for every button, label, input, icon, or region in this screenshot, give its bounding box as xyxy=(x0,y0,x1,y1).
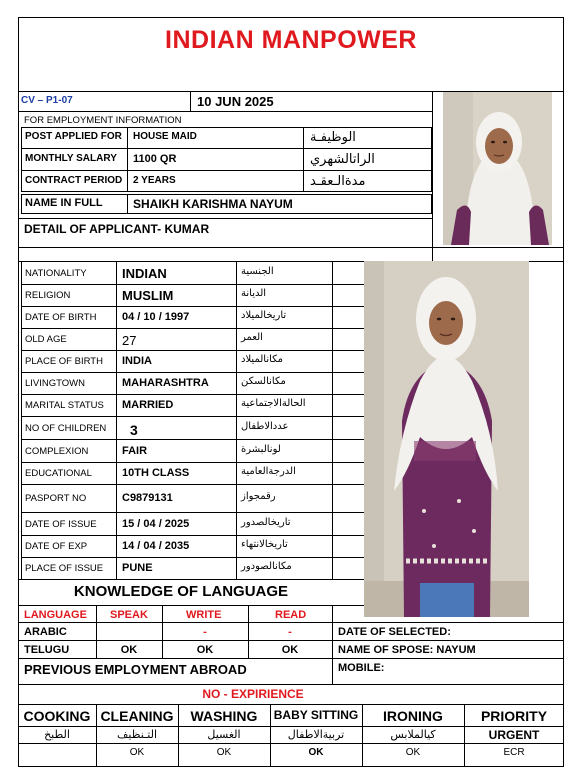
employment-info-label: FOR EMPLOYMENT INFORMATION xyxy=(24,115,182,126)
personal-arabic: الديانة xyxy=(241,288,267,299)
row-divider xyxy=(21,484,364,485)
divider xyxy=(18,247,564,248)
divider xyxy=(236,261,237,579)
priority-value: URGENT xyxy=(488,728,540,742)
personal-value: C9879131 xyxy=(122,492,173,504)
personal-label: PLACE OF BIRTH xyxy=(25,356,103,367)
personal-value: 10TH CLASS xyxy=(122,467,190,479)
personal-value: 14 / 04 / 2035 xyxy=(122,540,190,552)
personal-arabic: عددالاطفال xyxy=(241,421,289,432)
personal-arabic: تاريخالصدور xyxy=(241,517,291,528)
full-body-illustration xyxy=(364,261,529,617)
mobile: MOBILE: xyxy=(338,662,385,674)
skill-header: COOKING xyxy=(23,708,91,724)
row-divider xyxy=(21,416,364,417)
skill-value: OK xyxy=(405,747,421,758)
personal-label: LIVINGTOWN xyxy=(25,378,85,389)
date-of-selected: DATE OF SELECTED: xyxy=(338,626,451,638)
contract-label: CONTRACT PERIOD xyxy=(25,175,123,186)
personal-value: INDIA xyxy=(122,355,152,367)
divider xyxy=(127,127,128,192)
personal-label: DATE OF ISSUE xyxy=(25,519,97,530)
language-header-read: READ xyxy=(275,609,307,621)
skills-divider xyxy=(18,743,564,744)
contract-value: 2 YEARS xyxy=(133,175,176,186)
divider xyxy=(303,127,304,192)
divider xyxy=(18,704,564,705)
page-title: INDIAN MANPOWER xyxy=(165,26,417,54)
divider xyxy=(18,622,564,623)
personal-label: NATIONALITY xyxy=(25,268,87,279)
language-header-language: LANGUAGE xyxy=(24,609,87,621)
skill-arabic: الغسيل xyxy=(207,728,241,741)
language-arabic-write: - xyxy=(203,626,207,638)
language-header-write: WRITE xyxy=(186,609,222,621)
row-divider xyxy=(21,439,364,440)
personal-label: RELIGION xyxy=(25,290,71,301)
skill-header: IRONING xyxy=(383,708,443,724)
skill-arabic: الطبخ xyxy=(44,728,70,741)
divider xyxy=(18,579,364,580)
personal-arabic: مكانالصودور xyxy=(241,561,292,572)
personal-value: FAIR xyxy=(122,445,148,457)
experience-status: NO - EXPIRIENCE xyxy=(202,687,304,701)
personal-arabic: الدرجةالعامية xyxy=(241,466,296,477)
skill-arabic: تربيةالاطفال xyxy=(287,728,345,741)
skill-header: WASHING xyxy=(190,708,258,724)
divider xyxy=(332,605,333,684)
skill-value: OK xyxy=(308,747,324,758)
skill-header: BABY SITTING xyxy=(273,708,359,722)
row-divider xyxy=(21,557,364,558)
personal-arabic: تاريخالميلاد xyxy=(241,310,287,321)
skill-value: OK xyxy=(129,747,145,758)
divider xyxy=(18,605,364,606)
divider xyxy=(332,261,333,579)
salary-label: MONTHLY SALARY xyxy=(25,153,117,164)
personal-value: 27 xyxy=(122,333,137,348)
salary-arabic: الراتالشهري xyxy=(310,152,375,167)
personal-value: MARRIED xyxy=(122,399,174,411)
contract-arabic: مدةالـعقـد xyxy=(310,174,366,189)
divider xyxy=(18,658,564,659)
skill-value: ECR xyxy=(503,747,525,758)
language-header-speak: SPEAK xyxy=(110,609,148,621)
row-divider xyxy=(21,350,364,351)
ref-code: CV – P1-07 xyxy=(21,95,73,106)
language-telugu-read: OK xyxy=(281,644,299,656)
skill-arabic: التـنظيف xyxy=(117,728,157,741)
applicant-photo-headshot xyxy=(443,92,552,245)
language-telugu-write: OK xyxy=(196,644,214,656)
divider xyxy=(116,261,117,579)
divider xyxy=(190,91,191,111)
applicant-photo-full xyxy=(364,261,529,617)
post-value: HOUSE MAID xyxy=(133,131,197,142)
skills-divider xyxy=(18,726,564,727)
language-arabic: ARABIC xyxy=(24,626,67,638)
detail-heading: DETAIL OF APPLICANT- KUMAR xyxy=(24,222,210,236)
personal-arabic: تاريخالانتهاء xyxy=(241,539,288,550)
row-divider xyxy=(21,462,364,463)
post-arabic: الوظيفـة xyxy=(310,130,356,145)
row-divider xyxy=(21,512,364,513)
divider xyxy=(18,684,564,685)
personal-value: MUSLIM xyxy=(122,288,174,303)
skill-header: CLEANING xyxy=(100,708,174,724)
language-arabic-read: - xyxy=(288,626,292,638)
personal-arabic: مكانالميلاد xyxy=(241,354,284,365)
divider xyxy=(18,218,432,219)
divider xyxy=(18,640,564,641)
row-divider xyxy=(21,306,364,307)
divider xyxy=(18,111,432,112)
document-date: 10 JUN 2025 xyxy=(197,94,274,109)
personal-arabic: العمر xyxy=(241,332,263,343)
divider xyxy=(127,194,128,214)
salary-value: 1100 QR xyxy=(133,153,177,165)
portrait-illustration xyxy=(443,92,552,245)
personal-value: 04 / 10 / 1997 xyxy=(122,311,190,323)
personal-label: PLACE OF ISSUE xyxy=(25,563,104,574)
personal-label: NO OF CHILDREN xyxy=(25,423,107,434)
name-value: SHAIKH KARISHMA NAYUM xyxy=(133,197,293,211)
personal-value: MAHARASHTRA xyxy=(122,377,209,389)
spouse-name: NAME OF SPOSE: NAYUM xyxy=(338,644,476,656)
personal-arabic: الجنسية xyxy=(241,266,274,277)
personal-label: EDUCATIONAL xyxy=(25,468,92,479)
personal-label: DATE OF BIRTH xyxy=(25,312,97,323)
row-divider xyxy=(21,535,364,536)
divider xyxy=(21,261,22,579)
divider xyxy=(21,170,432,171)
personal-arabic: مكانالسكن xyxy=(241,376,286,387)
divider xyxy=(21,148,432,149)
row-divider xyxy=(21,372,364,373)
language-telugu-speak: OK xyxy=(120,644,138,656)
row-divider xyxy=(21,284,364,285)
row-divider xyxy=(21,394,364,395)
personal-label: OLD AGE xyxy=(25,334,67,345)
divider xyxy=(432,91,433,261)
language-telugu: TELUGU xyxy=(24,644,70,656)
personal-value: INDIAN xyxy=(122,266,167,281)
personal-arabic: الحالةالاجتماعية xyxy=(241,398,306,409)
skill-value: OK xyxy=(216,747,232,758)
personal-value: 3 xyxy=(130,422,138,438)
personal-label: DATE OF EXP xyxy=(25,541,88,552)
personal-arabic: رقمجواز xyxy=(241,491,276,502)
personal-value: PUNE xyxy=(122,562,153,574)
name-label: NAME IN FULL xyxy=(25,197,103,209)
personal-label: COMPLEXION xyxy=(25,446,89,457)
skill-arabic: كيالملابس xyxy=(390,728,436,741)
post-label: POST APPLIED FOR xyxy=(25,131,122,142)
skill-header: PRIORITY xyxy=(480,708,548,724)
previous-employment-heading: PREVIOUS EMPLOYMENT ABROAD xyxy=(24,662,247,677)
language-heading: KNOWLEDGE OF LANGUAGE xyxy=(73,583,289,600)
personal-label: MARITAL STATUS xyxy=(25,400,104,411)
row-divider xyxy=(21,328,364,329)
personal-value: 15 / 04 / 2025 xyxy=(122,518,190,530)
personal-arabic: لونالبشرة xyxy=(241,444,281,455)
personal-label: PASPORT NO xyxy=(25,493,87,504)
